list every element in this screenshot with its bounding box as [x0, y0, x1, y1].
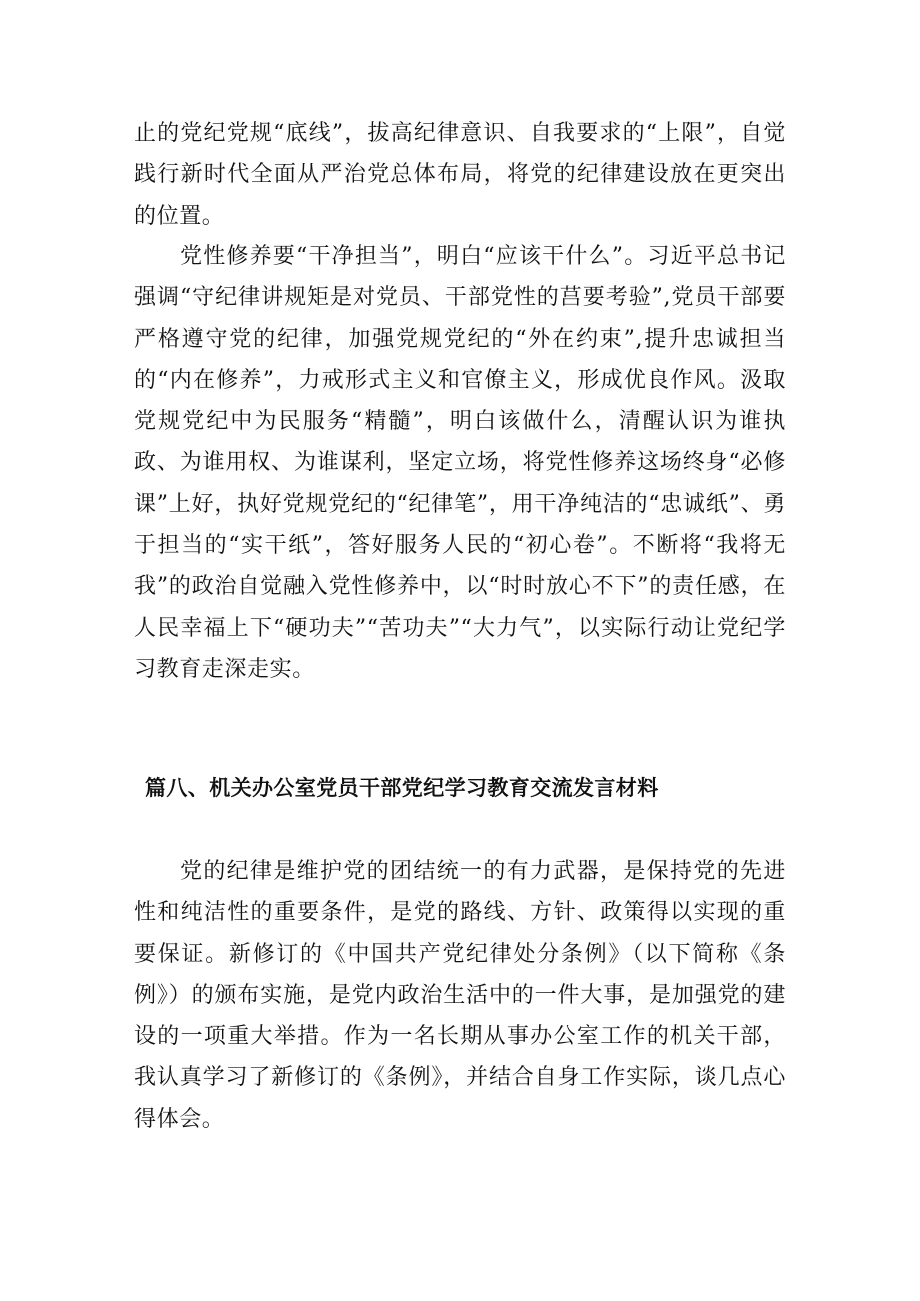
- paragraph-party-spirit: 党性修养要“干净担当”，明白“应该干什么”。习近平总书记强调“守纪律讲规矩是对党员、干部党性的莒要考验”,党员干部要严格遵守党的纪律，加强党规党纪的“外在约束”,提升忠诚担当的“内在修养”，力戒形式主义和官僚主义，形成优良作风。汲取党规党纪中为民服务“精髓”，明白该做什么，清醒认识为谁执政、为谁用权、为谁谋利，坚定立场，将党性修养这场终身“必修课”上好，执好党规党纪的“纪律笔”，用干净纯洁的“忠诚纸”、勇于担当的“实干纸”，答好服务人民的“初心卷”。不断将“我将无我”的政治自觉融入党性修养中，以“时时放心不下”的责任感，在人民幸福上下“硬功夫”“苦功夫”“大力气”，以实际行动让党纪学习教育走深走实。: [134, 244, 786, 682]
- section-heading: 篇八、机关办公室党员干部党纪学习教育交流发言材料: [145, 776, 659, 800]
- paragraph-continuation: 止的党纪党规“底线”，拔高纪律意识、自我要求的“上限”，自觉践行新时代全面从严治党总体布局，将党的纪律建设放在更突出的位置。: [134, 121, 786, 229]
- paragraph-intro: 党的纪律是维护党的团结统一的有力武器，是保持党的先进性和纯洁性的重要条件，是党的路线、方针、政策得以实现的重要保证。新修订的《中国共产党纪律处分条例》（以下简称《条例》）的颁布实施，是党内政治生活中的一件大事，是加强党的建设的一项重大举措。作为一名长期从事办公室工作的机关干部，我认真学习了新修订的《条例》，并结合自身工作实际，谈几点心得体会。: [134, 859, 786, 1132]
